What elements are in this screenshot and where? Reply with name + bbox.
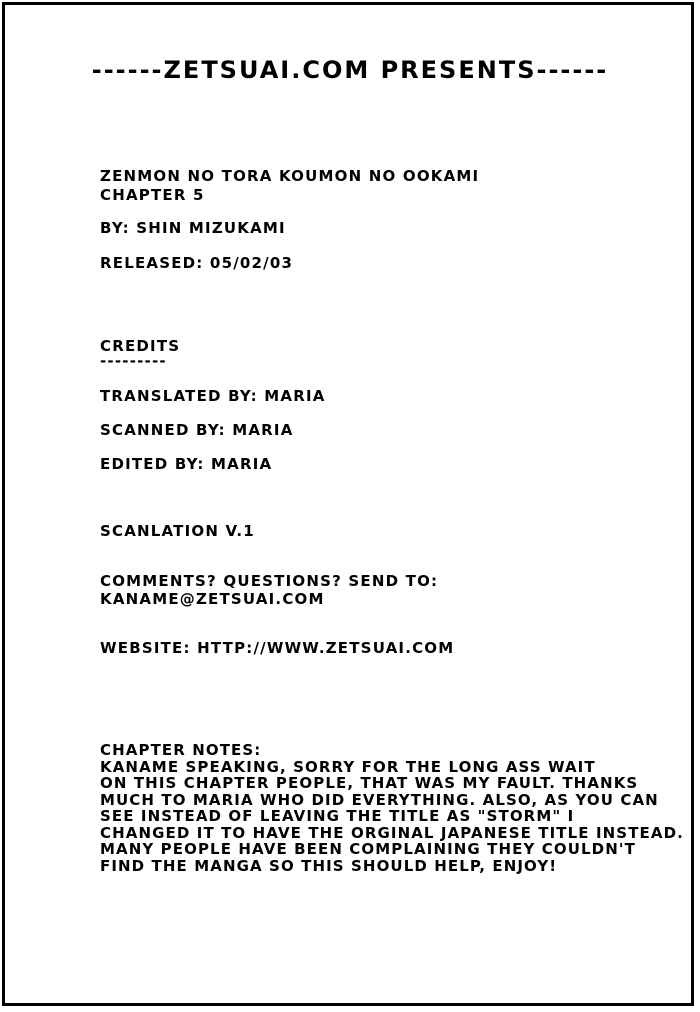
author-line: BY: SHIN MIZUKAMI xyxy=(100,219,286,237)
chapter-notes xyxy=(100,742,684,874)
scanlation-version: SCANLATION V.1 xyxy=(100,522,255,540)
chapter-notes-line: MANY PEOPLE HAVE BEEN COMPLAINING THEY COULDN'T xyxy=(100,840,636,858)
chapter-notes-line: FIND THE MANGA SO THIS SHOULD HELP, ENJOY! xyxy=(100,856,558,875)
edited-by-line: EDITED BY: MARIA xyxy=(100,455,273,473)
chapter-notes-line: CHANGED IT TO HAVE THE ORGINAL JAPANESE TITLE INSTEAD. xyxy=(100,823,684,842)
presents-banner: ------ZETSUAI.COM PRESENTS------ xyxy=(91,56,609,84)
chapter-notes-line: KANAME SPEAKING, SORRY FOR THE LONG ASS WAIT xyxy=(100,757,596,776)
chapter-notes-line: MUCH TO MARIA WHO DID EVERYTHING. ALSO, AS YOU CAN xyxy=(100,790,659,809)
credits-heading: CREDITS xyxy=(100,337,181,355)
translated-by-line: TRANSLATED BY: MARIA xyxy=(100,387,326,405)
chapter-notes-heading: CHAPTER NOTES: xyxy=(100,741,262,759)
scanned-by-line: SCANNED BY: MARIA xyxy=(100,421,294,439)
credits-underline: --------- xyxy=(100,352,167,370)
chapter-notes-line: SEE INSTEAD OF LEAVING THE TITLE AS "STORM" I xyxy=(100,807,575,825)
manga-title: ZENMON NO TORA KOUMON NO OOKAMI xyxy=(100,167,480,185)
chapter-number: CHAPTER 5 xyxy=(100,186,205,204)
contact-email: KANAME@ZETSUAI.COM xyxy=(100,590,325,608)
website-line: WEBSITE: HTTP://WWW.ZETSUAI.COM xyxy=(100,639,455,657)
release-date-line: RELEASED: 05/02/03 xyxy=(100,254,294,272)
comments-line: COMMENTS? QUESTIONS? SEND TO: xyxy=(100,572,439,590)
chapter-notes-line: ON THIS CHAPTER PEOPLE, THAT WAS MY FAULT. THANKS xyxy=(100,774,639,792)
